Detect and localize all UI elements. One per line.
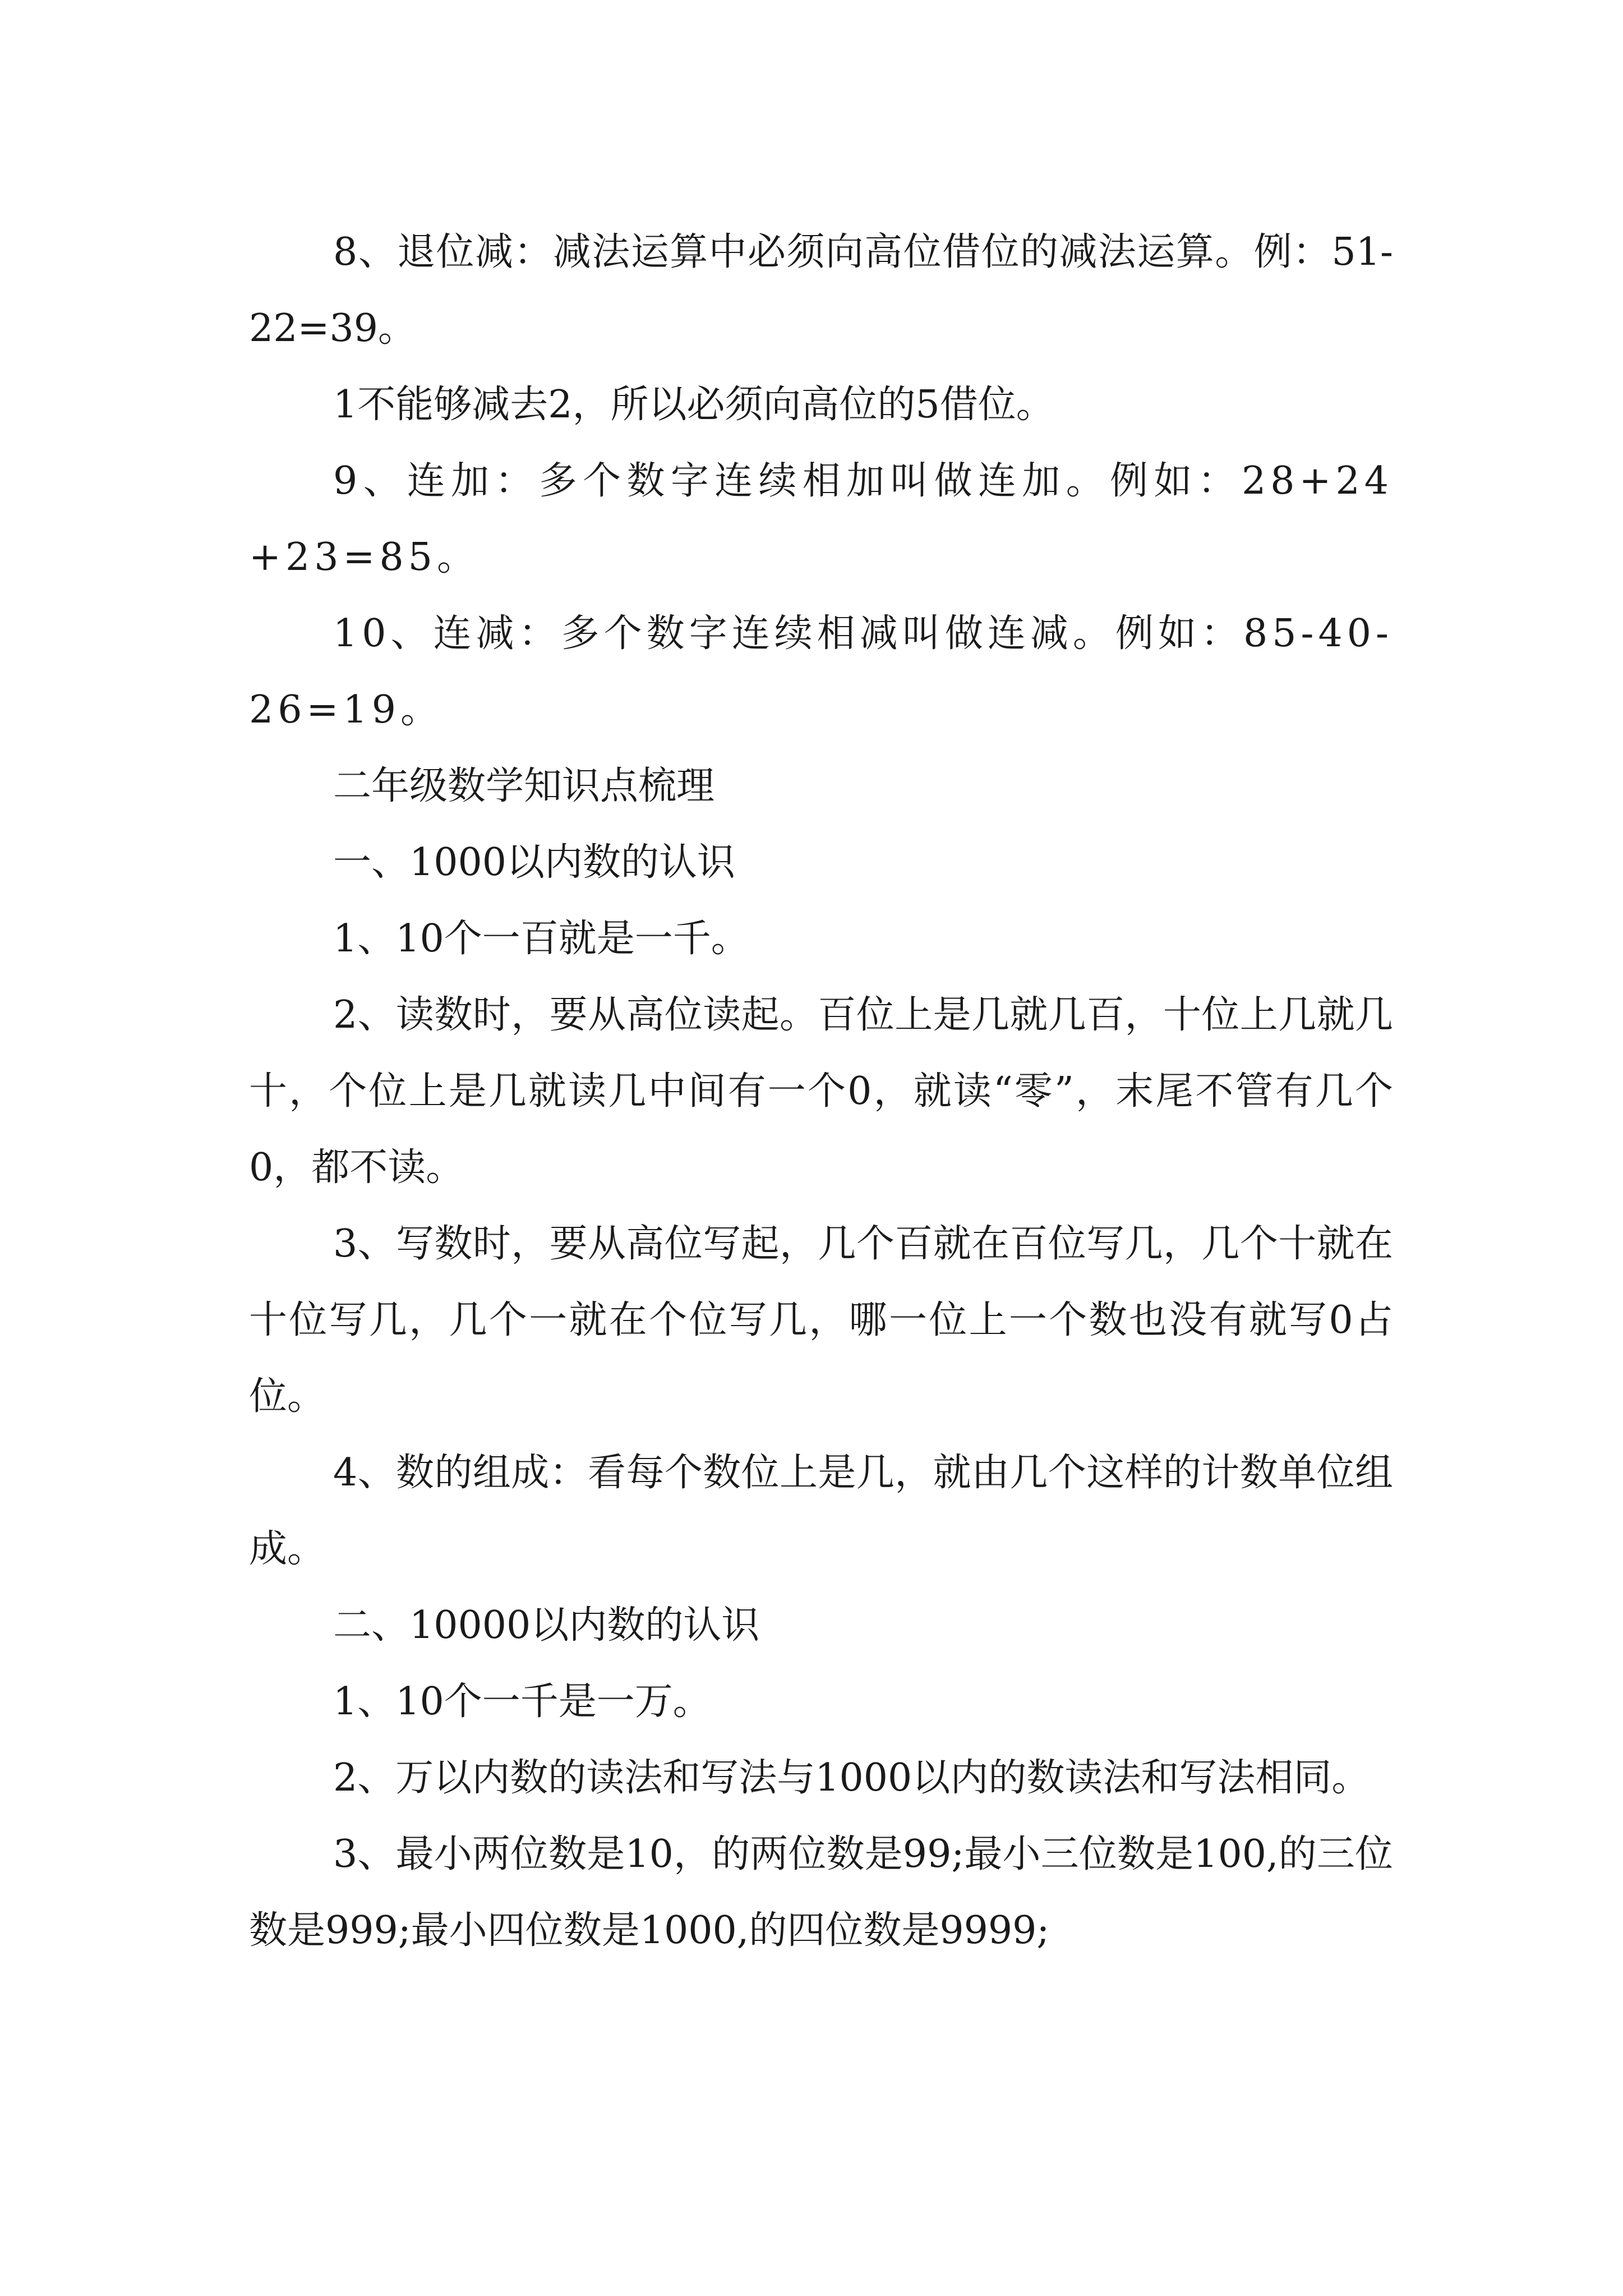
paragraph-3-writing-numbers: 3、写数时，要从高位写起，几个百就在百位写几，几个十就在十位写几，几个一就在个位写几，哪一位上一个数也没有就写0占位。 (249, 1222, 1393, 1419)
document-body (249, 214, 1393, 1969)
paragraph-8-subtraction-with-borrowing: 8、退位减：减法运算中必须向高位借位的减法运算。例：51-22=39。 (249, 230, 1393, 351)
paragraph-2-reading-numbers: 2、读数时，要从高位读起。百位上是几就几百，十位上几就几十，个位上是几就读几中间有一个0，就读“零”，末尾不管有几个0，都不读。 (249, 993, 1393, 1190)
section-heading-numbers-within-10000: 二、10000以内数的认识 (333, 1603, 760, 1648)
paragraph-9-continuous-addition: 9、连加：多个数字连续相加叫做连加。例如：28+24+23=85。 (249, 459, 1393, 579)
paragraph-10-continuous-subtraction: 10、连减：多个数字连续相减叫做连减。例如：85-40-26=19。 (249, 611, 1393, 732)
paragraph-1-ten-thousands: 1、10个一千是一万。 (333, 1680, 711, 1724)
section-heading-grade2-math: 二年级数学知识点梳理 (333, 764, 715, 808)
paragraph-2-reading-writing-10000: 2、万以内数的读法和写法与1000以内的数读法和写法相同。 (333, 1756, 1370, 1800)
paragraph-4-number-composition: 4、数的组成：看每个数位上是几，就由几个这样的计数单位组成。 (249, 1451, 1393, 1571)
section-heading-numbers-within-1000: 一、1000以内数的认识 (333, 840, 736, 885)
paragraph-1-ten-hundreds: 1、10个一百就是一千。 (333, 917, 749, 961)
paragraph-borrowing-note: 1不能够减去2，所以必须向高位的5借位。 (333, 383, 1054, 427)
paragraph-3-min-max-digits: 3、最小两位数是10，的两位数是99;最小三位数是100,的三位数是999;最小四位数是1000,的四位数是9999; (249, 1832, 1393, 1953)
